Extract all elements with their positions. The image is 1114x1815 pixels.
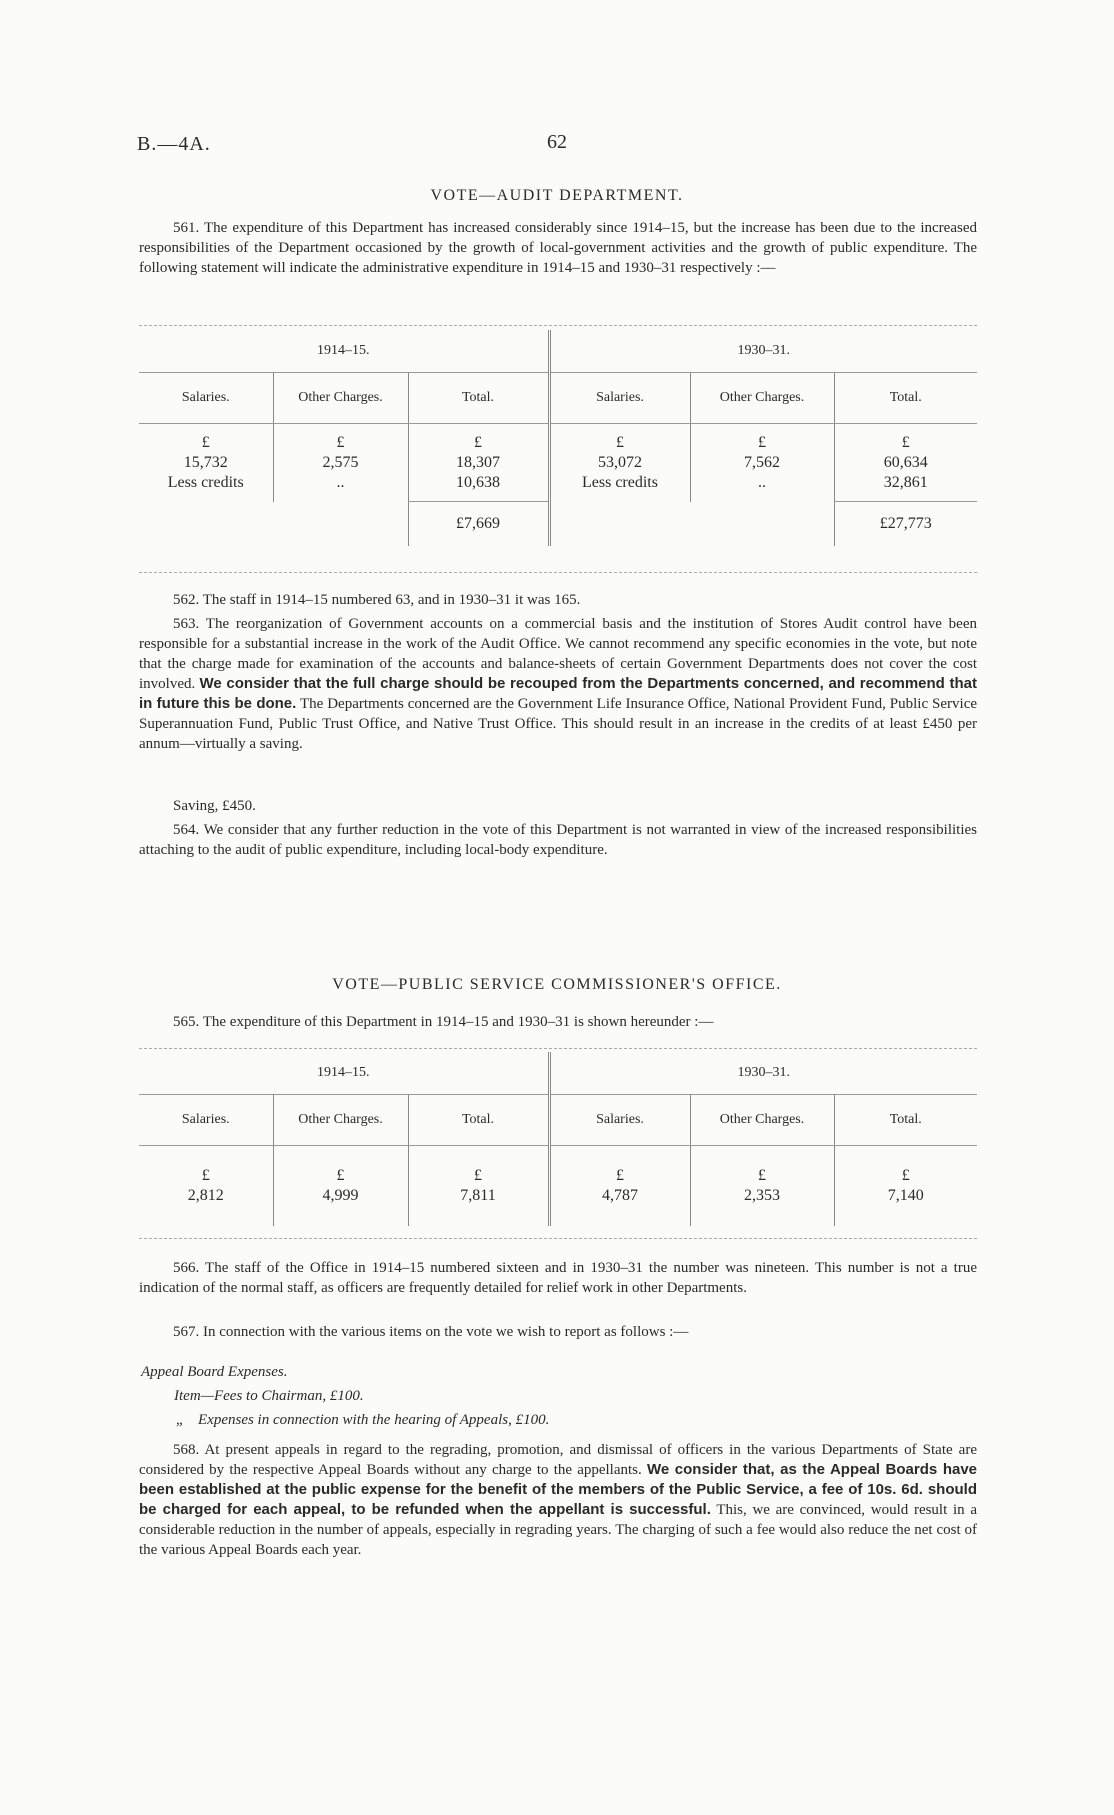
paragraph-564: 564. We consider that any further reduction in the vote of this Department is not warranted in view of the increased responsibilities attaching to the audit of public expenditure, including local-body expenditure. <box>139 822 977 858</box>
credits-other-value: .. <box>758 473 766 491</box>
currency-symbol: £ <box>616 433 624 451</box>
audit-section-title: VOTE—AUDIT DEPARTMENT. <box>430 187 684 204</box>
currency-symbol: £ <box>474 1166 482 1184</box>
item-heading: Appeal Board Expenses. <box>141 1364 288 1380</box>
paragraph-568-text: 568. At present appeals in regard to the regrading, promotion, and dismissal of officers in the various Departments of State are considered by the respective Appeal Boards without any charge to the appellants. <box>139 1442 977 1478</box>
other-charges-value: 2,575 <box>322 453 359 471</box>
salaries-value: 4,787 <box>602 1186 638 1204</box>
salaries-1914-cell <box>139 1146 273 1226</box>
total-1914-cell <box>408 424 549 502</box>
paragraph-568-recommendation: We consider that, as the Appeal Boards have been established at the public expense for the benefit of the members of the Public Service, a fee of 10s. 6d. should be charged for each appeal, to be refunded when the appellant is successful. <box>139 1461 978 1518</box>
paragraph-563-text: 563. The reorganization of Government accounts on a commercial basis and the institution of Stores Audit control have been responsible for a substantial increase in the work of the Audit Office. We cannot recommend any specific economies in the vote, but note that the charge made for examination of the accounts and balance-sheets of certain Government Departments does not cover the cost involved. <box>139 616 977 692</box>
year-header-1930: 1930–31. <box>549 1052 977 1095</box>
psc-expenditure-table <box>139 1052 977 1226</box>
col-other-1930: Other Charges. <box>690 1095 834 1146</box>
currency-symbol: £ <box>336 433 345 451</box>
paragraph-566: 566. The staff of the Office in 1914–15 numbered sixteen and in 1930–31 the number was nineteen. This number is not a true indication of the normal staff, as officers are frequently detailed for relief work in other Departments. <box>139 1260 977 1296</box>
col-salaries-1914: Salaries. <box>139 373 273 424</box>
document-reference: B.—4A. <box>137 133 211 155</box>
col-salaries-1930: Salaries. <box>549 373 690 424</box>
salaries-value: 15,732 <box>183 453 228 471</box>
salaries-1930-cell <box>549 1146 690 1226</box>
paragraph-565: 565. The expenditure of this Department in 1914–15 and 1930–31 is shown hereunder :— <box>173 1014 714 1030</box>
col-other-1930: Other Charges. <box>690 373 834 424</box>
other-1930-cell <box>690 1146 834 1226</box>
table-top-rule <box>139 325 977 326</box>
other-1930-cell <box>690 424 834 502</box>
col-total-1930: Total. <box>834 373 977 424</box>
currency-symbol: £ <box>336 1166 345 1184</box>
currency-symbol: £ <box>474 433 482 451</box>
year-header-1930: 1930–31. <box>549 330 977 373</box>
paragraph-563-recommendation: We consider that the full charge should be recouped from the Departments concerned, and recommend that in future this be done. <box>139 675 978 712</box>
col-total-1914: Total. <box>408 1095 549 1146</box>
salaries-1914-cell <box>139 424 273 502</box>
other-1914-cell <box>273 424 408 502</box>
currency-symbol: £ <box>201 1166 210 1184</box>
year-header-1914: 1914–15. <box>139 330 549 373</box>
paragraph-563-text-cont: The Departments concerned are the Government Life Insurance Office, National Provident Fund, Public Service Superannuation Fund, Public Trust Office, and Native Trust Office. This should result in an increase in the credits of at least £450 per annum—virtually a saving. <box>139 696 978 752</box>
table-bottom-rule <box>139 572 977 573</box>
table-bottom-rule <box>139 1238 977 1239</box>
page-number: 62 <box>547 131 567 153</box>
other-charges-value: 4,999 <box>322 1186 359 1204</box>
year-header-1914: 1914–15. <box>139 1052 549 1095</box>
other-charges-value: 2,353 <box>744 1186 780 1204</box>
col-other-1914: Other Charges. <box>273 1095 408 1146</box>
other-1914-cell <box>273 1146 408 1226</box>
currency-symbol: £ <box>201 433 210 451</box>
item-appeal-expenses: Expenses in connection with the hearing of Appeals, £100. <box>198 1412 550 1428</box>
other-charges-value: 7,562 <box>744 453 780 471</box>
total-value: 7,811 <box>460 1186 496 1204</box>
audit-expenditure-table <box>139 330 977 546</box>
currency-symbol: £ <box>758 1166 766 1184</box>
total-value: 18,307 <box>456 453 500 471</box>
ditto-mark: „ <box>176 1412 183 1428</box>
col-salaries-1914: Salaries. <box>139 1095 273 1146</box>
currency-symbol: £ <box>901 1166 910 1184</box>
paragraph-568 <box>139 1440 977 1560</box>
col-total-1914: Total. <box>408 373 549 424</box>
table-top-rule <box>139 1048 977 1049</box>
net-total-1930: £27,773 <box>834 502 977 546</box>
paragraph-563 <box>139 614 977 754</box>
paragraph-562: 562. The staff in 1914–15 numbered 63, and in 1930–31 it was 165. <box>173 592 581 608</box>
total-value: 60,634 <box>883 453 928 471</box>
total-value: 7,140 <box>887 1186 924 1204</box>
paragraph-568-text-cont: This, we are convinced, would result in a considerable reduction in the number of appeals, especially in regrading years. The charging of such a fee would also reduce the net cost of the various Appeal Boards each year. <box>139 1502 977 1558</box>
net-total-1914: £7,669 <box>408 502 549 546</box>
less-credits-label: Less credits <box>582 473 658 491</box>
less-credits-label: Less credits <box>167 473 244 491</box>
total-1914-cell <box>408 1146 549 1226</box>
total-1930-cell <box>834 424 977 502</box>
currency-symbol: £ <box>616 1166 624 1184</box>
col-total-1930: Total. <box>834 1095 977 1146</box>
currency-symbol: £ <box>758 433 766 451</box>
salaries-value: 53,072 <box>598 453 642 471</box>
credits-total-value: 32,861 <box>883 473 928 491</box>
currency-symbol: £ <box>901 433 910 451</box>
salaries-value: 2,812 <box>187 1186 224 1204</box>
saving-line: Saving, £450. <box>173 798 256 814</box>
paragraph-561: 561. The expenditure of this Department has increased considerably since 1914–15, but the increase has been due to the increased responsibilities of the Department occasioned by the growth of local-government activities and the growth of public expenditure. The following statement will indicate the administrative expenditure in 1914–15 and 1930–31 respectively :— <box>139 220 977 276</box>
item-fees-chairman: Item—Fees to Chairman, £100. <box>174 1388 364 1404</box>
credits-total-value: 10,638 <box>456 473 500 491</box>
col-salaries-1930: Salaries. <box>549 1095 690 1146</box>
salaries-1930-cell <box>549 424 690 502</box>
credits-other-value: .. <box>336 473 345 491</box>
paragraph-567: 567. In connection with the various items on the vote we wish to report as follows :— <box>173 1324 689 1340</box>
col-other-1914: Other Charges. <box>273 373 408 424</box>
total-1930-cell <box>834 1146 977 1226</box>
psc-section-title: VOTE—PUBLIC SERVICE COMMISSIONER'S OFFICE. <box>332 976 782 993</box>
